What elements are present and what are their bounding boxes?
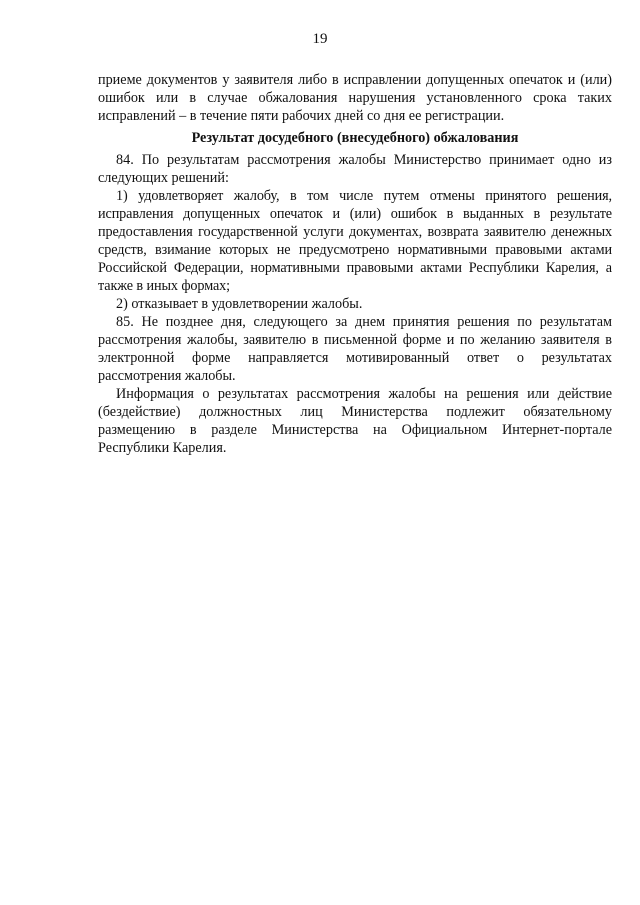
page-number: 19 (312, 31, 328, 47)
paragraph-info: Информация о результатах рассмотрения жалобы на решения или действие (бездействие) должностных лиц Министерства подлежит обязательному размещению в разделе Министерства на Официальном Интернет-портале Республики Карелия. (98, 386, 612, 456)
document-body (98, 71, 612, 457)
paragraph-continuation: приеме документов у заявителя либо в исправлении допущенных опечаток и (или) ошибок или в случае обжалования нарушения установленного срока таких исправлений – в течение пяти рабочих дней со дня ее регистрации. (98, 72, 612, 124)
paragraph-84: 84. По результатам рассмотрения жалобы Министерство принимает одно из следующих решений: (98, 152, 612, 186)
paragraph-85: 85. Не позднее дня, следующего за днем принятия решения по результатам рассмотрения жалобы, заявителю в письменной форме и по желанию заявителя в электронной форме направляется мотивированный ответ о результатах рассмотрения жалобы. (98, 314, 612, 384)
section-heading: Результат досудебного (внесудебного) обжалования (191, 130, 519, 146)
paragraph-84-item-1: 1) удовлетворяет жалобу, в том числе путем отмены принятого решения, исправления допущенных опечаток и (или) ошибок в выданных в результате предоставления государственной услуги документах, возврата заявителю денежных средств, взимание которых не предусмотрено нормативными правовыми актами Российской Федерации, нормативными правовыми актами Республики Карелия, а также в иных формах; (98, 188, 612, 294)
paragraph-84-item-2: 2) отказывает в удовлетворении жалобы. (116, 296, 363, 312)
